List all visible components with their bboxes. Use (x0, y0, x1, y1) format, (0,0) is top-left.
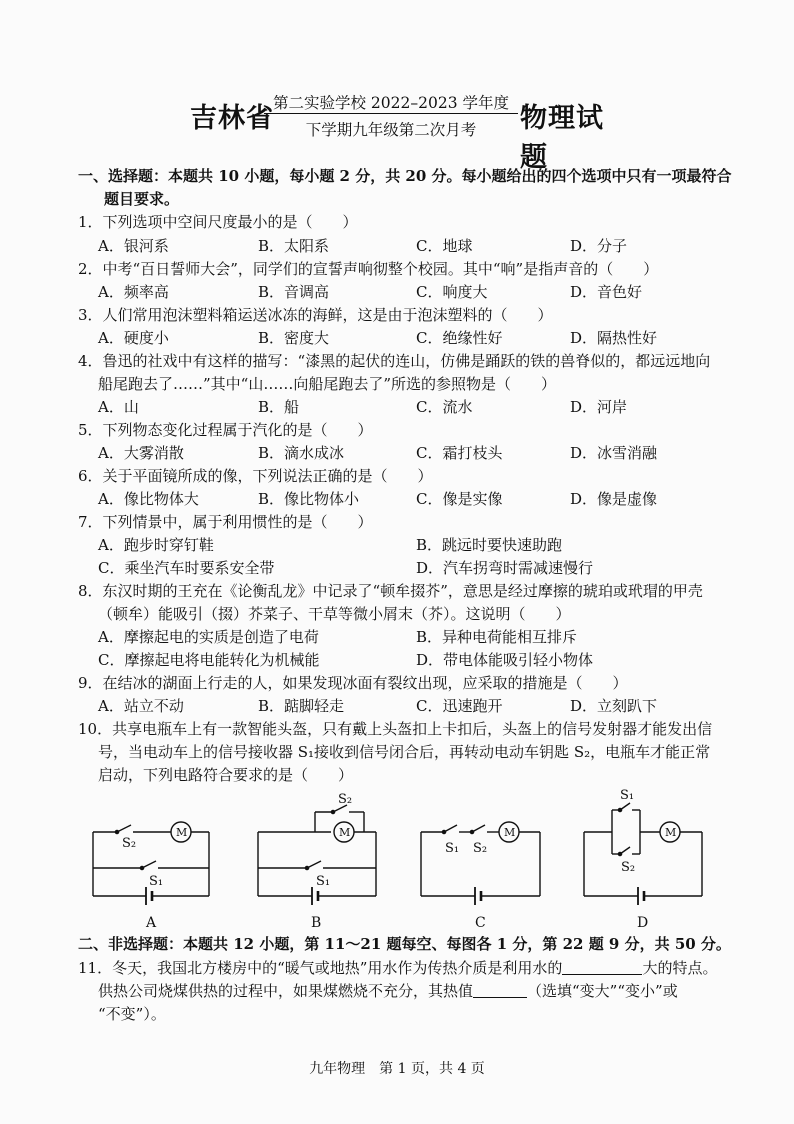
circuit-a-motor-label: M (176, 826, 188, 839)
q2-option-d: D．音色好 (570, 283, 643, 301)
q1-option-c: C．地球 (416, 237, 473, 255)
q3-option-d: D．隔热性好 (570, 329, 658, 347)
q11-blank-1[interactable] (562, 958, 642, 975)
q3-option-a: A．硬度小 (98, 329, 169, 347)
q2-option-b: B．音调高 (258, 283, 330, 301)
circuit-d-s2-label: S₂ (621, 860, 636, 875)
q5-option-d: D．冰雪消融 (570, 444, 658, 462)
circuit-c-label: C (475, 915, 486, 931)
circuit-a (93, 822, 209, 905)
section1-heading: 一、选择题：本题共 10 小题，每小题 2 分，共 20 分。每小题给出的四个选项中只有一项最符合 (78, 167, 732, 185)
q1-option-d: D．分子 (570, 237, 628, 255)
circuit-d (584, 803, 702, 905)
q5-option-a: A．大雾消散 (98, 444, 184, 462)
q8-option-d: D．带电体能吸引轻小物体 (416, 651, 594, 669)
q8-stem: 8．东汉时期的王充在《论衡乱龙》中记录了“顿牟掇芥”，意思是经过摩擦的琥珀或玳瑁的甲壳 (78, 582, 703, 600)
q5-option-c: C．霜打枝头 (416, 444, 503, 462)
circuit-a-s1-label: S₁ (149, 874, 164, 889)
title-subject: 物理试题 (520, 103, 604, 173)
q8-stem-cont: （顿牟）能吸引（掇）芥菜子、干草等微小屑末（芥）。这说明（ ） (98, 605, 571, 623)
q6-option-a: A．像比物体大 (98, 490, 199, 508)
q11-text-c: 供热公司烧煤供热的过程中，如果煤燃烧不充分，其热值 (98, 982, 474, 1000)
q8-option-b: B．异种电荷能相互排斥 (416, 628, 578, 646)
q10-stem-cont2: 启动，下列电路符合要求的是（ ） (98, 766, 354, 784)
q11-line2 (98, 980, 678, 1003)
title-term: 下学期九年级第二次月考 (305, 121, 477, 139)
circuit-d-s1-label: S₁ (620, 788, 635, 803)
circuit-b (258, 805, 376, 905)
q11-line1 (78, 957, 717, 980)
circuit-b-motor-label: M (339, 826, 351, 839)
q6-option-d: D．像是虚像 (570, 490, 658, 508)
q7-option-c: C．乘坐汽车时要系安全带 (98, 559, 275, 577)
q1-stem: 1．下列选项中空间尺度最小的是（ ） (78, 213, 358, 231)
circuit-a-s2-label: S₂ (122, 836, 137, 851)
q9-option-d: D．立刻趴下 (570, 697, 658, 715)
circuit-d-label: D (637, 915, 649, 931)
q4-option-b: B．船 (258, 398, 300, 416)
q11-text-a: 11．冬天，我国北方楼房中的“暖气或地热”用水作为传热介质是利用水的 (78, 959, 563, 977)
q4-option-d: D．河岸 (570, 398, 628, 416)
circuit-c-s1-label: S₁ (445, 841, 460, 856)
q11-text-d: （选填“变大”“变小”或 (527, 982, 678, 1000)
q3-stem: 3．人们常用泡沫塑料箱运送冰冻的海鲜，这是由于泡沫塑料的（ ） (78, 306, 553, 324)
q6-stem: 6．关于平面镜所成的像，下列说法正确的是（ ） (78, 467, 433, 485)
q7-option-d: D．汽车拐弯时需减速慢行 (416, 559, 594, 577)
q2-option-c: C．响度大 (416, 283, 488, 301)
circuit-b-s2-label: S₂ (338, 792, 353, 807)
circuit-diagrams (0, 785, 794, 935)
q9-stem: 9．在结冰的湖面上行走的人，如果发现冰面有裂纹出现，应采取的措施是（ ） (78, 674, 628, 692)
q8-option-a: A．摩擦起电的实质是创造了电荷 (98, 628, 319, 646)
q9-option-b: B．踮脚轻走 (258, 697, 345, 715)
q4-option-c: C．流水 (416, 398, 473, 416)
q1-option-b: B．太阳系 (258, 237, 330, 255)
q11-text-b: 大的特点。 (642, 959, 718, 977)
q7-stem: 7．下列情景中，属于利用惯性的是（ ） (78, 513, 373, 531)
q3-option-c: C．绝缘性好 (416, 329, 503, 347)
q4-stem: 4．鲁迅的社戏中有这样的描写：“漆黑的起伏的连山，仿佛是踊跃的铁的兽脊似的，都远远地向 (78, 352, 711, 370)
section2-heading: 二、非选择题：本题共 12 小题，第 11～21 题每空、每图各 1 分，第 22 题 9 分，共 50 分。 (78, 935, 731, 953)
circuit-c-motor-label: M (504, 826, 516, 839)
q9-option-a: A．站立不动 (98, 697, 184, 715)
q11-blank-2[interactable] (473, 981, 527, 998)
circuit-b-label: B (311, 915, 322, 931)
circuit-b-s1-label: S₁ (316, 874, 331, 889)
q1-option-a: A．银河系 (98, 237, 169, 255)
q6-option-c: C．像是实像 (416, 490, 503, 508)
title-school-year: 第二实验学校 2022–2023 学年度 (273, 94, 509, 112)
q2-option-a: A．频率高 (98, 283, 169, 301)
q4-stem-cont: 船尾跑去了……”其中“山……向船尾跑去了”所选的参照物是（ ） (98, 375, 557, 393)
q5-option-b: B．滴水成冰 (258, 444, 345, 462)
circuit-a-label: A (146, 915, 157, 931)
exam-title (190, 88, 630, 173)
q7-option-a: A．跑步时穿钉鞋 (98, 536, 214, 554)
section1-heading-cont: 题目要求。 (104, 190, 180, 208)
q3-option-b: B．密度大 (258, 329, 330, 347)
q10-stem-cont1: 号，当电动车上的信号接收器 S₁接收到信号闭合后，再转动电动车钥匙 S₂，电瓶车才能正常 (98, 743, 711, 761)
circuit-c-s2-label: S₂ (473, 841, 488, 856)
q5-stem: 5．下列物态变化过程属于汽化的是（ ） (78, 421, 373, 439)
circuit-c (421, 822, 540, 905)
q2-stem: 2．中考“百日誓师大会”，同学们的宣誓声响彻整个校园。其中“响”是指声音的（ ） (78, 260, 659, 278)
q8-option-c: C．摩擦起电将电能转化为机械能 (98, 651, 320, 669)
q11-line3: “不变”）。 (98, 1005, 166, 1023)
q9-option-c: C．迅速跑开 (416, 697, 503, 715)
q4-option-a: A．山 (98, 398, 139, 416)
circuit-d-motor-label: M (665, 826, 677, 839)
title-province: 吉林省 (190, 103, 274, 134)
q6-option-b: B．像比物体小 (258, 490, 360, 508)
q7-option-b: B．跳远时要快速助跑 (416, 536, 563, 554)
title-divider (264, 113, 518, 114)
page-footer: 九年物理 第 1 页，共 4 页 (309, 1061, 485, 1077)
q10-stem: 10．共享电瓶车上有一款智能头盔，只有戴上头盔扣上卡扣后，头盔上的信号发射器才能发出信 (78, 720, 713, 738)
